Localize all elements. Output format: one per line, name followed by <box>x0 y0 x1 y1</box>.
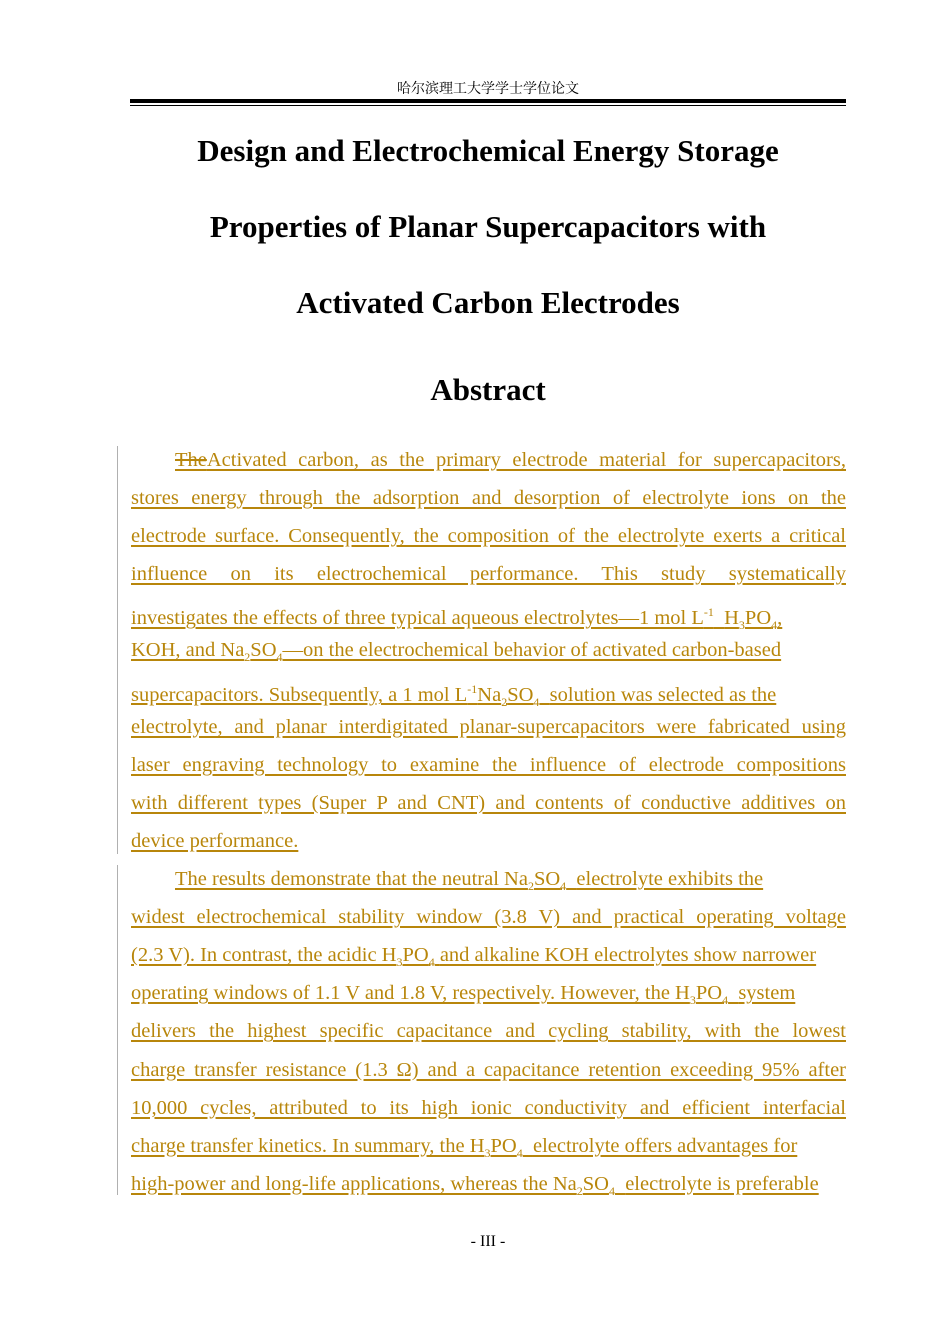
p1-line-7: supercapacitors. Subsequently, a 1 mol $L^{-1}Na_2SO_4$ solution was selected as the <box>131 681 777 709</box>
p2-line-9: high-power and long-life applications, whereas the $Na_2SO_4$ electrolyte is preferable <box>131 1172 819 1198</box>
p1-line-10: with different types (Super P and CNT) and contents of conductive additives on <box>131 791 846 814</box>
change-bar-1 <box>117 446 118 854</box>
p1-line-3: electrode surface. Consequently, the composition of the electrolyte exerts a critical <box>131 525 846 548</box>
change-bar-2 <box>117 865 118 1195</box>
p1-line-1: TheActivated carbon, as the primary electrode material for supercapacitors, <box>175 449 846 471</box>
p1-line-9: laser engraving technology to examine the influence of electrode compositions <box>131 753 846 776</box>
p2-line-8: charge transfer kinetics. In summary, the $H_3PO_4$ electrolyte offers advantages for <box>131 1134 798 1160</box>
deleted-text: The <box>175 449 207 471</box>
p2-line-7: 10,000 cycles, attributed to its high ionic conductivity and efficient interfacial <box>131 1096 846 1119</box>
p2-line-3: (2.3 V). In contrast, the acidic $H_3PO_4$ and alkaline KOH electrolytes show narrower <box>131 944 817 970</box>
p2-line-6: charge transfer resistance (1.3 Ω) and a capacitance retention exceeding 95% after <box>131 1058 846 1081</box>
p1-line-2: stores energy through the adsorption and desorption of electrolyte ions on the <box>131 487 846 510</box>
p2-line-1: The results demonstrate that the neutral $Na_2SO_4$ electrolyte exhibits the <box>175 868 764 894</box>
p1-line-8: electrolyte, and planar interdigitated planar-supercapacitors were fabricated using <box>131 715 846 738</box>
p1-line-11: device performance. <box>131 829 299 852</box>
p2-line-5: delivers the highest specific capacitance and cycling stability, with the lowest <box>131 1020 846 1043</box>
title-line-1: Design and Electrochemical Energy Storage <box>197 133 779 168</box>
p2-line-2: widest electrochemical stability window (3.8 V) and practical operating voltage <box>131 906 846 929</box>
p1-line-6: KOH, and $Na_2SO_4—on$ the electrochemical behavior of activated carbon-based <box>131 639 782 665</box>
abstract-body <box>131 441 846 1203</box>
title-line-3: Activated Carbon Electrodes <box>296 285 680 320</box>
p1-line-4: influence on its electrochemical performance. This study systematically <box>131 563 846 586</box>
page-number: - III - <box>470 1233 506 1250</box>
header-rule-thin <box>130 105 846 106</box>
running-header: 哈尔滨理工大学学士学位论文 <box>397 81 579 97</box>
p1-line-5: investigates the effects of three typical aqueous electrolytes—1 mol $L^{-1}$ $H_3PO_4$, <box>131 605 783 633</box>
p2-line-4: operating windows of 1.1 V and 1.8 V, respectively. However, the $H_3PO_4$ system <box>131 982 796 1008</box>
header-rule-thick <box>130 99 846 103</box>
title-line-2: Properties of Planar Supercapacitors with <box>209 209 767 244</box>
abstract-heading: Abstract <box>430 372 546 407</box>
thesis-title <box>130 128 846 356</box>
